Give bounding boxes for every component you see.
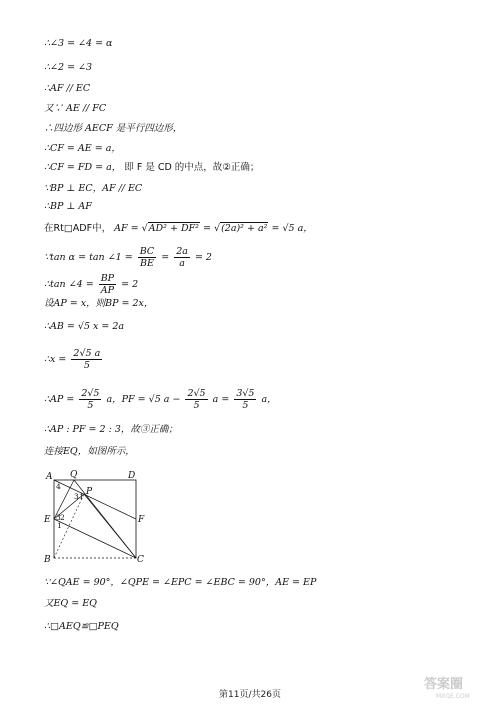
square-abcd	[54, 480, 136, 558]
segment-af	[54, 480, 136, 519]
angle-number: 3	[56, 513, 61, 522]
label-e: E	[44, 515, 51, 525]
radicand-1: AD² + DF²	[148, 223, 199, 234]
fraction: $\frac{2√5}{5}$	[187, 388, 206, 411]
step-line	[44, 162, 259, 174]
step-line-ap-pf	[44, 388, 277, 411]
pf-text: a，PF = √5 a −	[106, 394, 181, 405]
lhs: ∴AP =	[44, 394, 75, 405]
fraction: $\frac{2√5}{5}$	[81, 388, 100, 411]
equation: ∴CF = FD = a，	[44, 162, 122, 173]
step-line: ∴∠3 = ∠4 = α	[44, 38, 113, 49]
lhs: AF =	[114, 223, 139, 234]
step-line: 又EQ = EQ	[44, 598, 97, 609]
step-line-tan-alpha	[44, 246, 212, 269]
label-a: A	[46, 472, 53, 482]
result: = √5 a，	[271, 223, 313, 234]
label-b: B	[44, 555, 51, 564]
step-line: ∴CF = AE = a，	[44, 143, 121, 154]
fraction: $\frac{BP}{AP}$	[100, 273, 115, 296]
step-line: ∴AB = √5 x = 2a	[44, 321, 125, 332]
angle-number: 1	[79, 492, 84, 501]
watermark-url: MXQE.COM	[436, 693, 470, 700]
conclusion-text: 即 F 是 CD 的中点，故②正确；	[124, 162, 260, 173]
result: a，	[261, 394, 277, 405]
label-q: Q	[70, 470, 78, 480]
radicand-2: (2a)² + a²	[221, 223, 268, 234]
label-f: F	[138, 515, 145, 525]
watermark-text: 答案圈	[424, 677, 464, 692]
step-line-x	[44, 348, 104, 371]
result: = 2	[194, 252, 212, 263]
step-line: ∴AF // EC	[44, 83, 91, 94]
fraction: $\frac{BC}{BE}$	[139, 246, 155, 269]
lhs: ∴tan ∠4 =	[44, 279, 94, 290]
fraction: $\frac{3√5}{5}$	[236, 388, 255, 411]
step-line: ∴∠2 = ∠3	[44, 62, 93, 73]
intro-text: 在Rt□ADF中，	[44, 223, 112, 234]
fraction: $\frac{2a}{a}$	[176, 246, 188, 269]
angle-number: 2	[60, 513, 65, 522]
segment-pc	[84, 494, 136, 558]
step-line: ∵∠QAE = 90°，∠QPE = ∠EPC = ∠EBC = 90°，AE = EP	[44, 577, 317, 588]
label-d: D	[128, 471, 136, 481]
result: = 2	[121, 279, 139, 290]
angle-number: 4	[56, 482, 61, 491]
lhs: ∴x =	[44, 354, 67, 365]
segment-ec	[54, 519, 136, 558]
geometry-figure	[40, 468, 150, 564]
equals: a =	[212, 394, 230, 405]
watermark-logo	[422, 672, 494, 702]
step-line: 又∵ AE // FC	[44, 103, 107, 114]
lhs: ∵tan α = tan ∠1 =	[44, 252, 133, 263]
equals: =	[203, 223, 211, 234]
step-line: 设AP = x，则BP = 2x，	[44, 298, 154, 309]
angle-number: 1	[57, 521, 62, 530]
fraction: $\frac{2√5 a}{5}$	[73, 348, 101, 371]
equals: =	[161, 252, 170, 263]
step-line: ∴□AEQ≌□PEQ	[44, 621, 119, 632]
page-number: 第11页/共26页	[219, 690, 281, 700]
step-line: 连接EQ，如图所示，	[44, 446, 135, 457]
step-line-af: 在Rt□ADF中， AF = √AD² + DF² = √(2a)² + a² = √5 a，	[44, 223, 313, 234]
step-line-tan-4	[44, 273, 138, 296]
step-line: ∴AP : PF = 2 : 3，故③正确；	[44, 424, 178, 435]
label-c: C	[137, 555, 144, 564]
step-line: ∵BP ⊥ EC，AF // EC	[44, 183, 143, 194]
step-line: ∴四边形 AECF 是平行四边形，	[44, 123, 183, 134]
step-line: ∴BP ⊥ AF	[44, 201, 92, 212]
label-p: P	[86, 487, 93, 497]
angle-number: 3	[74, 492, 79, 501]
